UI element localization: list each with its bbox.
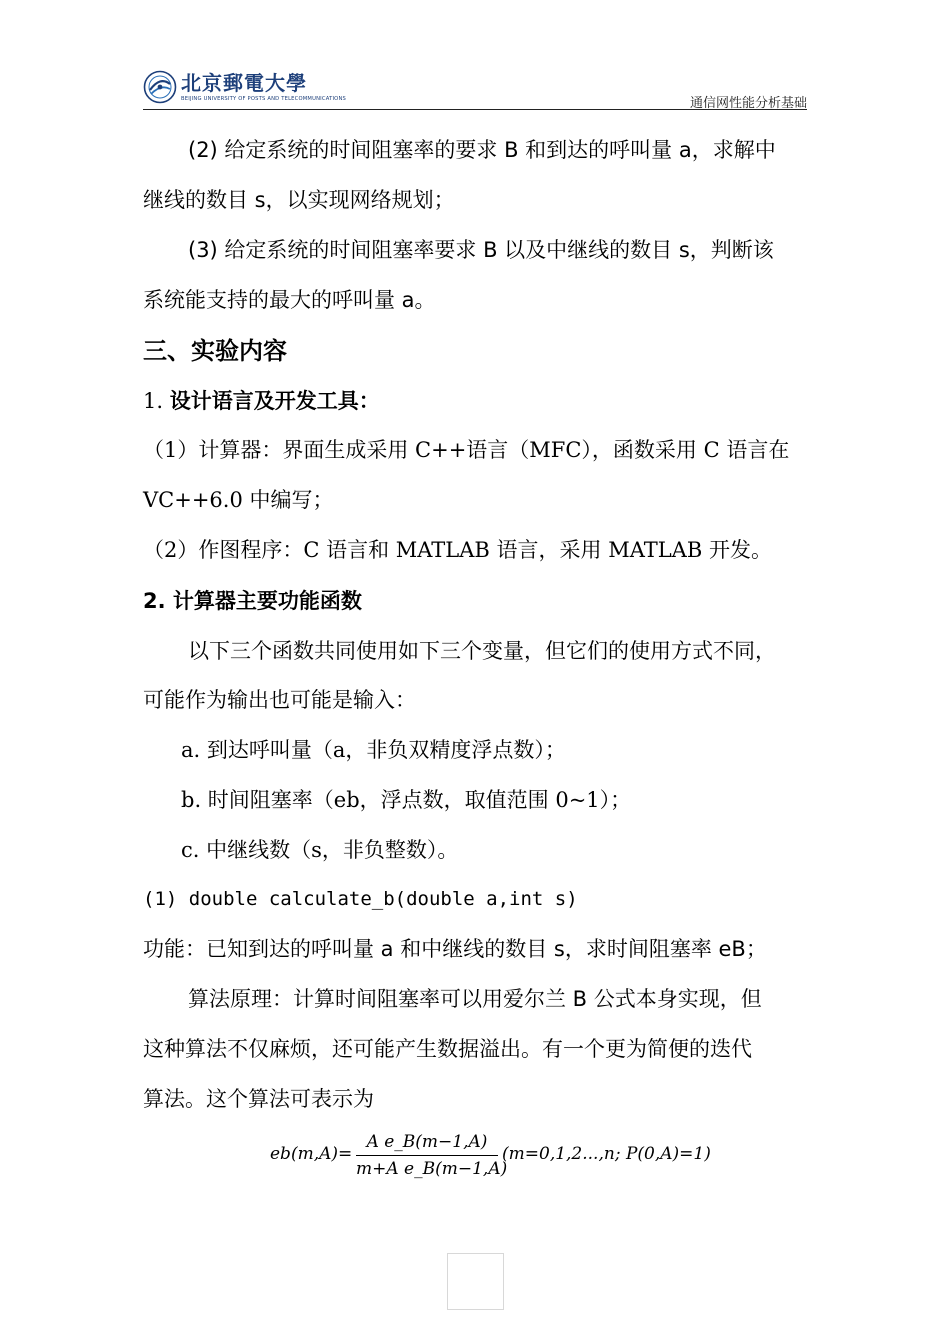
formula-denominator: m+A e_B(m−1,A) bbox=[356, 1159, 508, 1179]
algorithm-line-2: 这种算法不仅麻烦，还可能产生数据溢出。有一个更为简便的迭代 bbox=[143, 1037, 752, 1061]
subsection-1-title: 设计语言及开发工具： bbox=[169, 389, 380, 413]
erlang-b-iteration-formula bbox=[270, 1128, 740, 1186]
page-header bbox=[143, 64, 807, 110]
paragraph-3-line-1: (3) 给定系统的时间阻塞率要求 B 以及中继线的数目 s，判断该 bbox=[188, 238, 774, 262]
logo-english-text: BEIJING UNIVERSITY OF POSTS AND TELECOMMUNICATIONS bbox=[181, 96, 347, 102]
university-logo bbox=[143, 66, 348, 106]
function-1-signature: (1) double calculate_b(double a,int s) bbox=[143, 888, 578, 910]
tool-2-line: （2）作图程序：C 语言和 MATLAB 语言，采用 MATLAB 开发。 bbox=[143, 538, 772, 562]
tool-1-line-2: VC++6.0 中编写； bbox=[143, 488, 334, 512]
paragraph-2-line-2: 继线的数目 s，以实现网络规划； bbox=[143, 188, 455, 212]
algorithm-line-1: 算法原理：计算时间阻塞率可以用爱尔兰 B 公式本身实现，但 bbox=[188, 987, 762, 1011]
function-1-description: 功能：已知到达的呼叫量 a 和中继线的数目 s，求时间阻塞率 eB； bbox=[143, 937, 767, 961]
algorithm-line-3: 算法。这个算法可表示为 bbox=[143, 1087, 374, 1111]
paragraph-3-line-2: 系统能支持的最大的呼叫量 a。 bbox=[143, 288, 436, 312]
section-3-heading: 三、实验内容 bbox=[143, 337, 287, 365]
intro-line-1: 以下三个函数共同使用如下三个变量，但它们的使用方式不同， bbox=[188, 639, 776, 663]
page-number-box bbox=[447, 1253, 504, 1310]
variable-b-item: b. 时间阻塞率（eb，浮点数，取值范围 0~1）； bbox=[181, 788, 632, 812]
course-title: 通信网性能分析基础 bbox=[689, 96, 807, 111]
intro-line-2: 可能作为输出也可能是输入： bbox=[143, 688, 416, 712]
variable-a-item: a. 到达呼叫量（a，非负双精度浮点数）； bbox=[181, 738, 566, 762]
logo-chinese-text: 北京郵電大學 bbox=[181, 71, 307, 95]
formula-lhs: eb(m,A)= bbox=[270, 1144, 353, 1164]
paragraph-2-line-1: (2) 给定系统的时间阻塞率的要求 B 和到达的呼叫量 a，求解中 bbox=[188, 138, 776, 162]
university-emblem-icon bbox=[143, 70, 177, 104]
subsection-2-heading: 2. 计算器主要功能函数 bbox=[143, 589, 362, 613]
formula-fraction bbox=[356, 1130, 508, 1181]
subsection-1-number: 1. bbox=[143, 389, 164, 413]
variable-c-item: c. 中继线数（s，非负整数）。 bbox=[181, 838, 459, 862]
tool-1-line-1: （1）计算器：界面生成采用 C++语言（MFC），函数采用 C 语言在 bbox=[143, 438, 790, 462]
formula-condition: (m=0,1,2...,n; P(0,A)=1) bbox=[502, 1144, 711, 1164]
header-rule bbox=[143, 109, 807, 110]
subsection-1-heading bbox=[143, 387, 380, 415]
formula-fraction-bar bbox=[356, 1155, 498, 1156]
formula-numerator: A e_B(m−1,A) bbox=[366, 1132, 488, 1152]
